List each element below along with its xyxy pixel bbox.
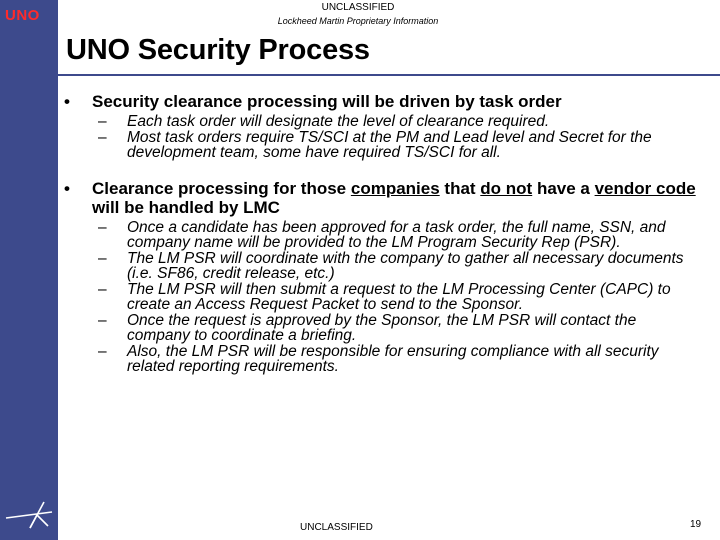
list-item: – Also, the LM PSR will be responsible for ensuring compliance with all security related reporting requirements. xyxy=(98,342,659,375)
uno-logo: UNO xyxy=(5,7,40,24)
lockheed-martin-star-icon xyxy=(4,498,54,532)
underlined-vendor-code: vendor code xyxy=(594,178,696,198)
dash-marker: – xyxy=(98,128,107,146)
bullet-2-sublist xyxy=(62,220,702,375)
list-item: – The LM PSR will then submit a request to the LM Processing Center (CAPC) to create an Access Request Packet to send to the Sponsor. xyxy=(98,280,671,313)
page-number: 19 xyxy=(690,519,702,530)
sidebar-band xyxy=(0,0,58,540)
slide-body xyxy=(62,92,702,375)
bullet-1-sublist xyxy=(62,114,702,161)
dash-marker: – xyxy=(98,249,107,267)
list-item: – Once the request is approved by the Sponsor, the LM PSR will contact the company to coordinate a briefing. xyxy=(98,311,637,344)
dash-marker: – xyxy=(98,218,107,236)
slide-title: UNO Security Process xyxy=(66,34,370,66)
classification-header: UNCLASSIFIED xyxy=(321,2,395,13)
dash-marker: – xyxy=(98,280,107,298)
title-divider xyxy=(58,74,720,76)
list-item: – The LM PSR will coordinate with the company to gather all necessary documents (i.e. SF86, credit release, etc.) xyxy=(98,249,684,282)
list-item: – Once a candidate has been approved for a task order, the full name, SSN, and company name will be provided to the LM Program Security Rep (PSR). xyxy=(98,218,666,251)
proprietary-notice: Lockheed Martin Proprietary Information xyxy=(277,16,439,26)
dash-marker: – xyxy=(98,113,107,130)
list-item: – Each task order will designate the level of clearance required. xyxy=(98,113,550,130)
bullet-dot: • xyxy=(64,178,70,198)
dash-marker: – xyxy=(98,311,107,329)
bullet-2-text: Clearance processing for those companies that do not have a vendor code will be handled by LMC xyxy=(92,178,696,217)
dash-marker: – xyxy=(98,342,107,360)
bullet-2 xyxy=(62,179,702,217)
bullet-1 xyxy=(62,92,702,111)
underlined-companies: companies xyxy=(350,178,440,198)
classification-footer: UNCLASSIFIED xyxy=(300,522,373,533)
bullet-1-text: Security clearance processing will be driven by task order xyxy=(92,92,562,111)
list-item: – Most task orders require TS/SCI at the PM and Lead level and Secret for the development team, some have required TS/SCI for all. xyxy=(98,128,652,161)
underlined-do-not: do not xyxy=(480,178,533,198)
bullet-dot: • xyxy=(64,92,70,111)
